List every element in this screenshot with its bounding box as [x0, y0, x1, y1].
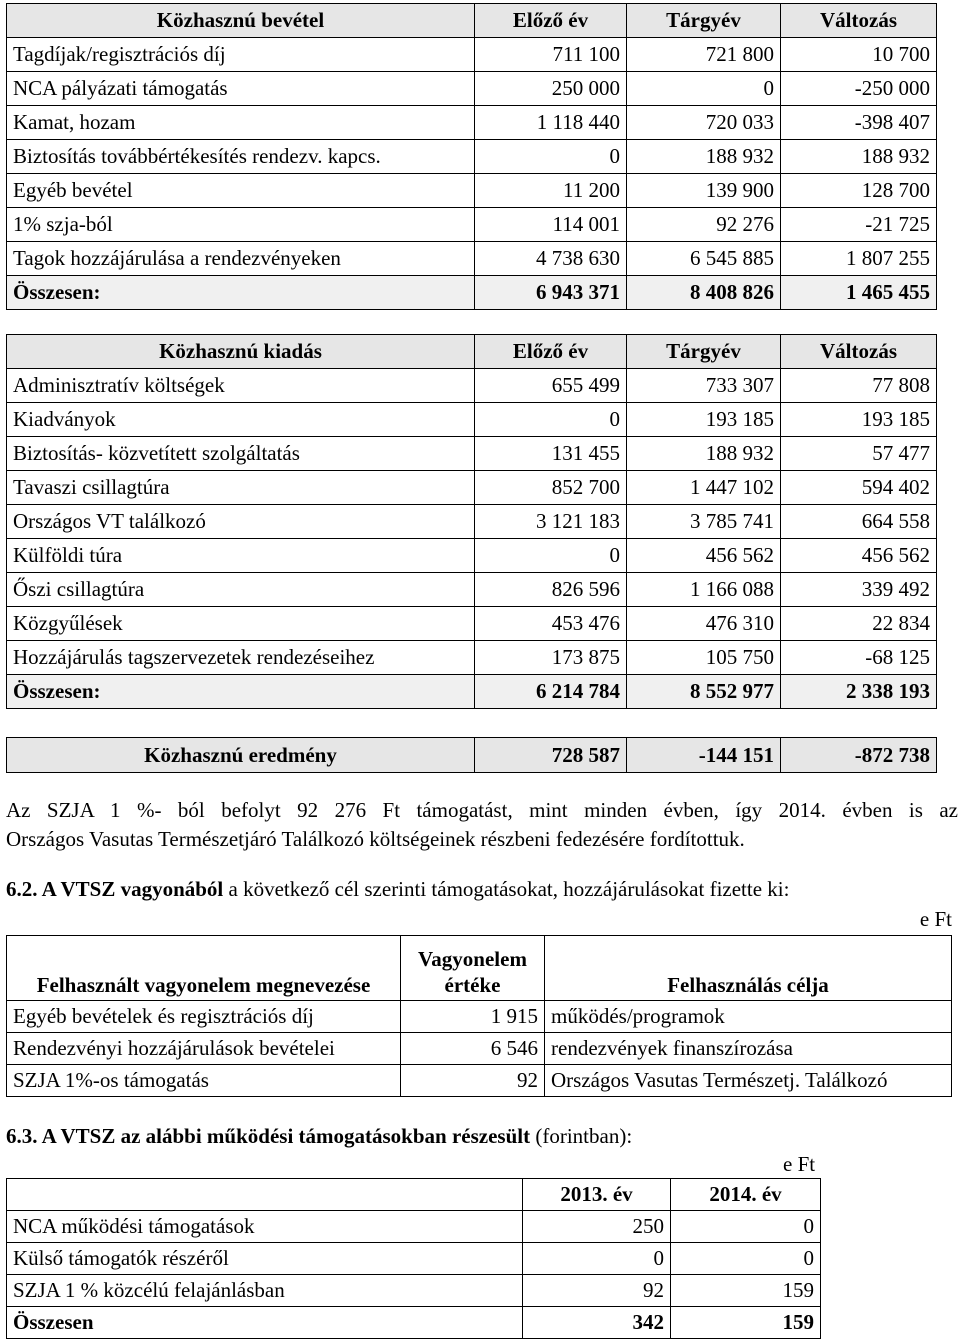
assets-header-value: Vagyonelem értéke [401, 936, 545, 1001]
support-total-label: Összesen [7, 1307, 523, 1339]
section-6-2-heading [6, 877, 789, 902]
income-row-cell: 0 [475, 140, 627, 174]
income-row [7, 208, 937, 242]
result-change: -872 738 [781, 738, 937, 773]
szja-paragraph-line-1: Az SZJA 1 %- ból befolyt 92 276 Ft támogatást, mint minden évben, így 2014. évben is az [6, 798, 958, 822]
expense-row [7, 607, 937, 641]
income-row [7, 140, 937, 174]
expense-header-change: Változás [781, 335, 937, 369]
expense-row-cell: 3 785 741 [627, 505, 781, 539]
income-row [7, 242, 937, 276]
income-row-cell: 711 100 [475, 38, 627, 72]
expense-row-cell: 193 185 [627, 403, 781, 437]
income-row [7, 72, 937, 106]
assets-row [7, 1001, 952, 1033]
assets-row-cell: 1 915 [401, 1001, 545, 1033]
expense-row-cell: 476 310 [627, 607, 781, 641]
expense-header-prev: Előző év [475, 335, 627, 369]
expense-rows [7, 369, 937, 675]
income-row-cell: Tagdíjak/regisztrációs díj [7, 38, 475, 72]
support-table [6, 1178, 821, 1339]
result-label: Közhasznú eredmény [7, 738, 475, 773]
section-6-2-bold: 6.2. A VTSZ vagyonából [6, 877, 224, 901]
support-header-2013: 2013. év [523, 1179, 671, 1211]
expense-header-current: Tárgyév [627, 335, 781, 369]
expense-header-row [7, 335, 937, 369]
income-row-cell: 1% szja-ból [7, 208, 475, 242]
section-6-2-text: a következő cél szerinti támogatásokat, hozzájárulásokat fizette ki: [223, 877, 790, 901]
income-total-label: Összesen: [7, 276, 475, 310]
income-row-cell: 0 [627, 72, 781, 106]
assets-row-cell: Egyéb bevételek és regisztrációs díj [7, 1001, 401, 1033]
income-row-cell: Biztosítás továbbértékesítés rendezv. kapcs. [7, 140, 475, 174]
income-row [7, 38, 937, 72]
assets-row-cell: SZJA 1%-os támogatás [7, 1065, 401, 1097]
income-total-current: 8 408 826 [627, 276, 781, 310]
income-row-cell: 139 900 [627, 174, 781, 208]
income-header-prev: Előző év [475, 4, 627, 38]
expense-row-cell: Országos VT találkozó [7, 505, 475, 539]
income-header-row [7, 4, 937, 38]
expense-row [7, 641, 937, 675]
assets-table [6, 935, 952, 1097]
support-row-cell: 92 [523, 1275, 671, 1307]
income-row-cell: Tagok hozzájárulása a rendezvényeken [7, 242, 475, 276]
expense-row-cell: 105 750 [627, 641, 781, 675]
income-row-cell: -21 725 [781, 208, 937, 242]
expense-header-label: Közhasznú kiadás [7, 335, 475, 369]
income-row-cell: 1 807 255 [781, 242, 937, 276]
expense-row-cell: 664 558 [781, 505, 937, 539]
section-6-3-heading [6, 1124, 632, 1149]
result-prev: 728 587 [475, 738, 627, 773]
expense-table [6, 334, 937, 709]
income-row-cell: 721 800 [627, 38, 781, 72]
expense-row [7, 539, 937, 573]
expense-total-row [7, 675, 937, 709]
expense-row [7, 437, 937, 471]
expense-row-cell: 0 [475, 403, 627, 437]
support-row-cell: SZJA 1 % közcélú felajánlásban [7, 1275, 523, 1307]
expense-row [7, 573, 937, 607]
expense-row-cell: 3 121 183 [475, 505, 627, 539]
expense-row [7, 471, 937, 505]
assets-row [7, 1033, 952, 1065]
support-header-2014: 2014. év [671, 1179, 821, 1211]
expense-row-cell: 1 447 102 [627, 471, 781, 505]
income-row-cell: Kamat, hozam [7, 106, 475, 140]
result-row [7, 738, 937, 773]
support-row-cell: NCA működési támogatások [7, 1211, 523, 1243]
income-total-row [7, 276, 937, 310]
income-row-cell: Egyéb bevétel [7, 174, 475, 208]
income-row-cell: -398 407 [781, 106, 937, 140]
income-header-change: Változás [781, 4, 937, 38]
income-row [7, 106, 937, 140]
income-row-cell: NCA pályázati támogatás [7, 72, 475, 106]
assets-row-cell: 6 546 [401, 1033, 545, 1065]
income-row-cell: 188 932 [781, 140, 937, 174]
expense-row-cell: 453 476 [475, 607, 627, 641]
support-row-cell: 0 [671, 1243, 821, 1275]
income-row-cell: 11 200 [475, 174, 627, 208]
expense-row-cell: 456 562 [627, 539, 781, 573]
income-total-change: 1 465 455 [781, 276, 937, 310]
assets-row-cell: Országos Vasutas Természetj. Találkozó [545, 1065, 952, 1097]
support-row-cell: 159 [671, 1275, 821, 1307]
support-total-2014: 159 [671, 1307, 821, 1339]
expense-row-cell: Őszi csillagtúra [7, 573, 475, 607]
expense-row-cell: 456 562 [781, 539, 937, 573]
expense-row-cell: 733 307 [627, 369, 781, 403]
support-row-cell: 0 [523, 1243, 671, 1275]
income-row-cell: 10 700 [781, 38, 937, 72]
expense-row [7, 505, 937, 539]
result-table [6, 737, 937, 773]
expense-row [7, 369, 937, 403]
szja-paragraph [6, 796, 958, 854]
support-row-cell: Külső támogatók részéről [7, 1243, 523, 1275]
section-6-3-text: (forintban): [530, 1124, 633, 1148]
support-total-2013: 342 [523, 1307, 671, 1339]
expense-row-cell: 826 596 [475, 573, 627, 607]
expense-row-cell: Biztosítás- közvetített szolgáltatás [7, 437, 475, 471]
expense-row-cell: Közgyűlések [7, 607, 475, 641]
section-6-3-unit: e Ft [783, 1152, 816, 1176]
section-6-2-unit: e Ft [919, 907, 952, 931]
income-table [6, 3, 937, 310]
expense-row-cell: 193 185 [781, 403, 937, 437]
income-row-cell: 92 276 [627, 208, 781, 242]
expense-row-cell: Külföldi túra [7, 539, 475, 573]
expense-total-label: Összesen: [7, 675, 475, 709]
expense-row-cell: 0 [475, 539, 627, 573]
result-current: -144 151 [627, 738, 781, 773]
income-row-cell: 1 118 440 [475, 106, 627, 140]
expense-row-cell: 188 932 [627, 437, 781, 471]
expense-row-cell: 852 700 [475, 471, 627, 505]
income-row-cell: 114 001 [475, 208, 627, 242]
assets-row-cell: 92 [401, 1065, 545, 1097]
income-header-label: Közhasznú bevétel [7, 4, 475, 38]
income-total-prev: 6 943 371 [475, 276, 627, 310]
assets-rows [7, 1001, 952, 1097]
expense-row-cell: 1 166 088 [627, 573, 781, 607]
expense-total-change: 2 338 193 [781, 675, 937, 709]
expense-total-prev: 6 214 784 [475, 675, 627, 709]
expense-row-cell: 655 499 [475, 369, 627, 403]
support-header-label [7, 1179, 523, 1211]
expense-row-cell: 173 875 [475, 641, 627, 675]
support-total-row [7, 1307, 821, 1339]
expense-row-cell: Adminisztratív költségek [7, 369, 475, 403]
support-row-cell: 0 [671, 1211, 821, 1243]
income-row-cell: 6 545 885 [627, 242, 781, 276]
assets-row-cell: Rendezvényi hozzájárulások bevételei [7, 1033, 401, 1065]
income-row-cell: 128 700 [781, 174, 937, 208]
support-row [7, 1275, 821, 1307]
income-row-cell: 250 000 [475, 72, 627, 106]
income-row-cell: 188 932 [627, 140, 781, 174]
income-row [7, 174, 937, 208]
support-row [7, 1243, 821, 1275]
support-row [7, 1211, 821, 1243]
expense-row-cell: Tavaszi csillagtúra [7, 471, 475, 505]
expense-total-current: 8 552 977 [627, 675, 781, 709]
income-rows [7, 38, 937, 276]
assets-header-name: Felhasznált vagyonelem megnevezése [7, 936, 401, 1001]
expense-row-cell: 594 402 [781, 471, 937, 505]
support-row-cell: 250 [523, 1211, 671, 1243]
income-row-cell: 4 738 630 [475, 242, 627, 276]
expense-row-cell: -68 125 [781, 641, 937, 675]
expense-row-cell: 131 455 [475, 437, 627, 471]
expense-row-cell: Kiadványok [7, 403, 475, 437]
expense-row-cell: 22 834 [781, 607, 937, 641]
assets-header-purpose: Felhasználás célja [545, 936, 952, 1001]
support-rows [7, 1211, 821, 1307]
income-row-cell: -250 000 [781, 72, 937, 106]
income-row-cell: 720 033 [627, 106, 781, 140]
section-6-3-bold: 6.3. A VTSZ az alábbi működési támogatásokban részesült [6, 1124, 531, 1148]
expense-row-cell: 77 808 [781, 369, 937, 403]
expense-row [7, 403, 937, 437]
expense-row-cell: Hozzájárulás tagszervezetek rendezéseihez [7, 641, 475, 675]
assets-row-cell: rendezvények finanszírozása [545, 1033, 952, 1065]
expense-row-cell: 57 477 [781, 437, 937, 471]
expense-row-cell: 339 492 [781, 573, 937, 607]
assets-row-cell: működés/programok [545, 1001, 952, 1033]
assets-row [7, 1065, 952, 1097]
assets-header-row [7, 936, 952, 1001]
support-header-row [7, 1179, 821, 1211]
income-header-current: Tárgyév [627, 4, 781, 38]
szja-paragraph-line-2: Országos Vasutas Természetjáró Találkozó költségeinek részbeni fedezésére fordítottuk. [6, 827, 745, 851]
